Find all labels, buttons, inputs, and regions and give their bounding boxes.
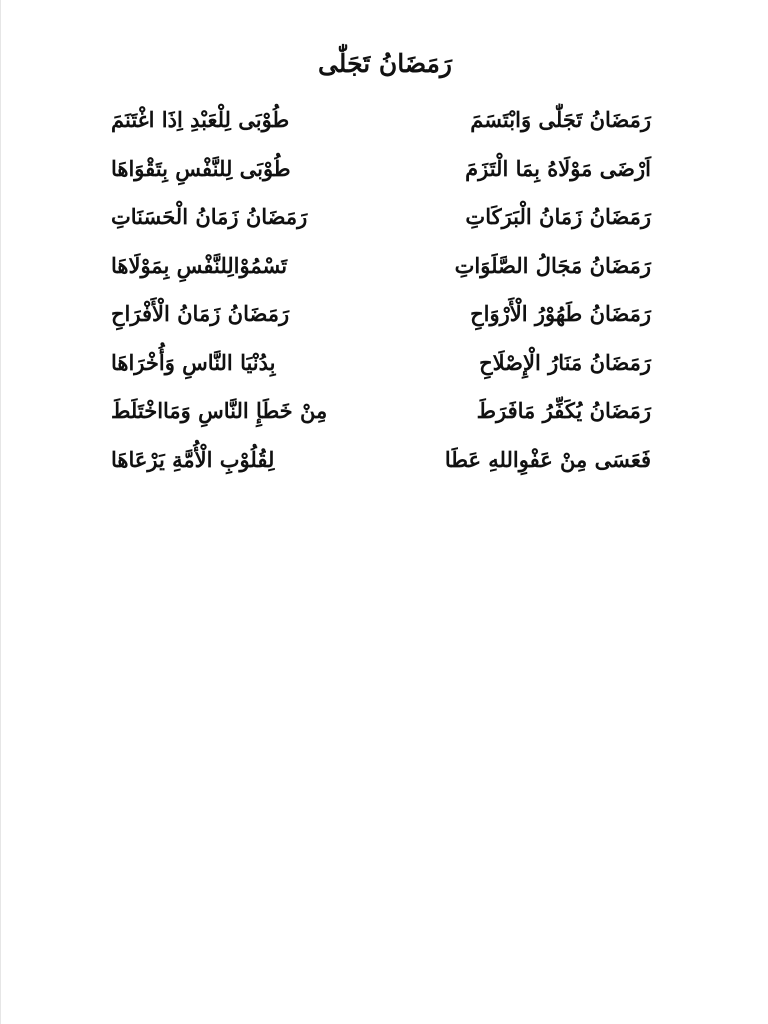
poem-body [111,96,651,484]
verse-second-half: مِنْ خَطَإِ النَّاسِ وَمَااخْتَلَطَ [111,398,328,424]
verse-first-half: رَمَضَانُ زَمَانُ الْبَرَكَاتِ [465,204,651,230]
verse-line [111,436,651,485]
verse-first-half: رَمَضَانُ طَهُوْرُ الْأَرْوَاحِ [470,301,651,327]
verse-second-half: بِدُنْيَا النَّاسِ وَأُخْرَاهَا [111,349,276,375]
verse-second-half: رَمَضَانُ زَمَانُ الْأَفْرَاحِ [111,301,290,327]
verse-second-half: لِقُلُوْبِ الْأُمَّةِ يَرْعَاهَا [111,446,275,472]
verse-line [111,339,651,388]
verse-line [111,145,651,194]
verse-first-half: اَرْضَى مَوْلَاهُ بِمَا الْتَزَمَ [465,155,651,181]
verse-first-half: رَمَضَانُ مَجَالُ الصَّلَوَاتِ [454,252,651,278]
verse-first-half: رَمَضَانُ مَنَارُ الْإِصْلَاحِ [479,349,651,375]
verse-second-half: تَسْمُوْالِلنَّفْسِ بِمَوْلَاهَا [111,252,288,278]
poem-title: رَمَضَانُ تَجَلّٰى [317,49,453,78]
verse-line [111,193,651,242]
verse-second-half: طُوْبَى لِلْعَبْدِ اِذَا اغْتَنَمَ [111,107,290,133]
verse-line [111,242,651,291]
verse-line [111,387,651,436]
verse-line [111,96,651,145]
verse-second-half: رَمَضَانُ زَمَانُ الْحَسَنَاتِ [111,204,308,230]
verse-line [111,290,651,339]
verse-second-half: طُوْبَى لِلنَّفْسِ بِتَقْوَاهَا [111,155,291,181]
verse-first-half: رَمَضَانُ يُكَفِّرُ مَافَرَطَ [476,398,651,424]
verse-first-half: رَمَضَانُ تَجَلّٰى وَابْتَسَمَ [470,107,651,133]
verse-first-half: فَعَسَى مِنْ عَفْوِاللهِ عَطَا [444,446,651,472]
